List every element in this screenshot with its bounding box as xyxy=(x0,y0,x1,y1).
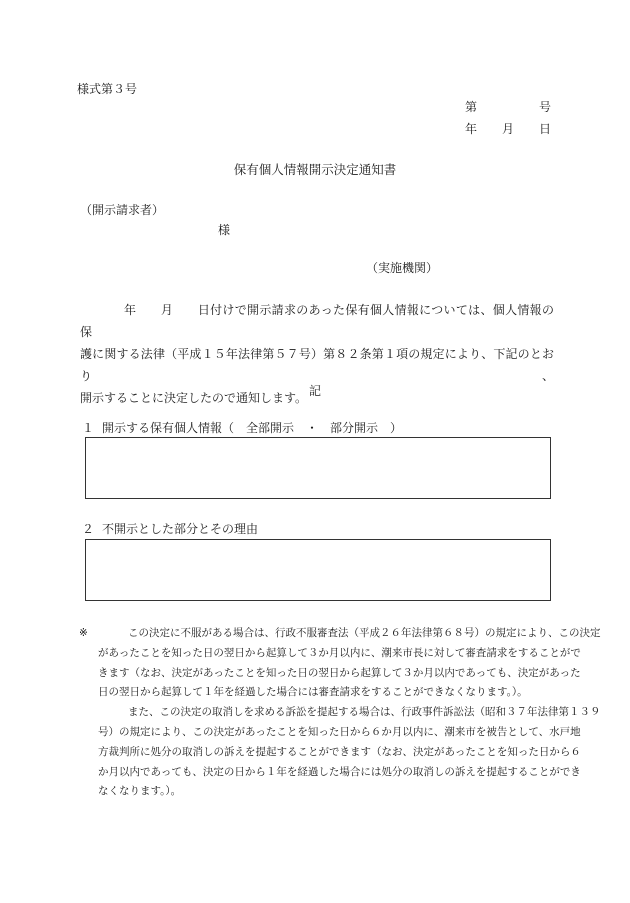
note-line: なくなります。）。 xyxy=(98,785,182,798)
appeal-note xyxy=(79,624,601,802)
agency-label: （実施機関） xyxy=(366,261,439,275)
section-2-heading xyxy=(82,523,258,535)
document-number-line xyxy=(465,101,551,113)
note-mark: ※ xyxy=(79,627,88,639)
number-suffix: 号 xyxy=(538,100,551,114)
note-line: 方裁判所に処分の取消しの訴えを提起することができます（なお、決定があったことを知った日から６ xyxy=(98,745,581,758)
date-line xyxy=(465,123,551,135)
date-year: 年 xyxy=(465,122,478,136)
note-text: この決定に不服がある場合は、行政不服審査法（平成２６年法律第６８号）の規定により、この決定 xyxy=(128,627,601,639)
document-title: 保有個人情報開示決定通知書 xyxy=(233,162,397,177)
date-day: 日 xyxy=(538,122,551,136)
section-1-number: １ xyxy=(82,421,95,435)
section-2-label: 不開示とした部分とその理由 xyxy=(102,522,259,536)
note-line: か月以内であっても、決定の日から１年を経過した場合には処分の取消しの訴えを提起することができ xyxy=(98,765,581,778)
requester-label: （開示請求者） xyxy=(80,203,165,217)
number-prefix: 第 xyxy=(465,100,478,114)
form-number: 様式第３号 xyxy=(77,82,138,96)
note-line xyxy=(79,703,601,723)
note-line xyxy=(79,624,601,644)
date-month: 月 xyxy=(501,122,514,136)
body-line-1: 年 月 日付けで開示請求のあった保有個人情報については、個人情報の保 xyxy=(80,303,554,339)
section-1-label: 開示する保有個人情報（ 全部開示 ・ 部分開示 ） xyxy=(102,421,403,435)
body-line-2: 護に関する法律（平成１５年法律第５７号）第８２条第１項の規定により、下記のとおり、 xyxy=(80,347,554,383)
section-2-box[interactable] xyxy=(85,539,551,601)
note-line: 日の翌日から起算して１年を経過した場合には審査請求をすることができなくなります。）。 xyxy=(98,686,528,699)
note-text: また、この決定の取消しを求める訴訟を提起する場合は、行政事件訴訟法（昭和３７年法律第１３９ xyxy=(128,706,601,719)
ki-heading: 記 xyxy=(308,384,321,398)
section-1-heading xyxy=(82,422,402,434)
note-line: きます（なお、決定があったことを知った日の翌日から起算して３か月以内であっても、決定があった xyxy=(98,666,581,679)
section-2-number: ２ xyxy=(82,522,95,536)
note-line: 号）の規定により、この決定があったことを知った日から６か月以内に、潮来市を被告として、水戸地 xyxy=(98,725,581,738)
section-1-box[interactable] xyxy=(85,437,551,499)
note-line: があったことを知った日の翌日から起算して３か月以内に、潮来市長に対して審査請求をすることがで xyxy=(98,646,581,659)
body-line-3: 開示することに決定したので通知します。 xyxy=(80,391,308,405)
requester-honorific: 様 xyxy=(218,223,231,237)
